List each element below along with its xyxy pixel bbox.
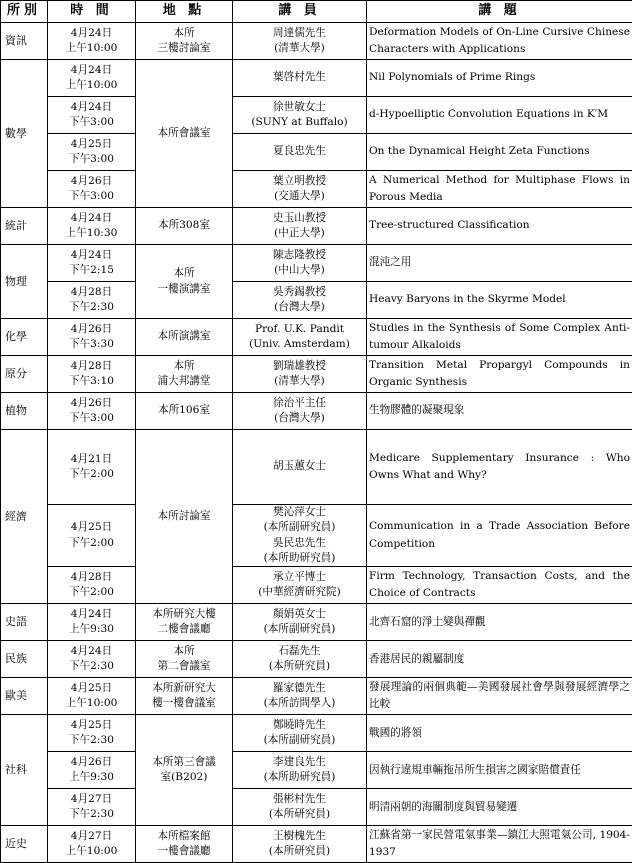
speaker-line: 葉立明教授 [273,174,326,187]
date-text: 4月27日 [70,830,113,843]
category-cell: 民族 [1,641,48,678]
place-cell [136,641,233,678]
speaker-cell [233,245,367,282]
category-cell: 資訊 [1,23,48,60]
category-cell: 社科 [1,715,48,826]
date-text: 4月21日 [70,452,113,465]
speaker-cell [233,282,367,319]
title-cell: 混沌之用 [367,245,632,282]
table-row [1,356,632,393]
date-text: 4月28日 [70,359,113,372]
time-cell [48,641,136,678]
place-line: 二樓會議廳 [157,623,211,636]
place-line: 室(B202) [160,771,208,784]
time-text: 上午10:00 [65,697,118,710]
time-cell [48,789,136,826]
speaker-cell [233,171,367,208]
title-cell: Tree-structured Classification [367,208,632,245]
speaker-line: 葉啓村先生 [273,71,326,84]
date-text: 4月24日 [70,608,113,621]
place-cell [136,715,233,826]
speaker-line: (清華大學) [274,42,325,54]
speaker-line: Prof. U.K. Pandit [254,322,345,335]
speaker-line: (本所助研究員) [263,771,336,784]
time-cell [48,826,136,863]
speaker-cell [233,505,367,567]
place-cell [136,393,233,430]
speaker-line: 劉瑞雄教授 [273,359,326,372]
date-text: 4月26日 [70,396,113,409]
time-text: 下午3:10 [69,375,114,387]
place-line: 浦大邦講堂 [157,375,211,387]
time-cell [48,245,136,282]
time-text: 上午10:00 [65,79,118,91]
category-cell: 近史 [1,826,48,863]
speaker-cell [233,678,367,715]
date-text: 4月25日 [70,682,113,695]
category-cell: 經濟 [1,430,48,604]
speaker-cell [233,789,367,826]
time-text: 下午2:30 [69,734,114,747]
table-row [1,97,632,134]
table-row [1,567,632,604]
place-cell [136,245,233,319]
time-cell [48,208,136,245]
title-cell: 明清兩朝的海關制度與貿易變遷 [367,789,632,826]
speaker-line: 陳志隆教授 [273,248,326,261]
place-line: 本所研究大樓 [152,608,216,621]
category-cell: 植物 [1,393,48,430]
header-time: 時 間 [48,1,136,23]
header-title: 講 題 [367,1,632,23]
time-cell [48,715,136,752]
table-body [1,23,632,863]
category-cell: 數學 [1,60,48,208]
speaker-cell [233,567,367,604]
time-cell [48,505,136,567]
place-cell [136,23,233,60]
place-cell [136,604,233,641]
place-line: 一樓會議廳 [157,845,211,858]
speaker-line: 羅家德先生 [273,682,326,695]
speaker-cell [233,23,367,60]
table-row [1,826,632,863]
time-text: 下午3:00 [69,190,114,202]
table-row [1,604,632,641]
time-cell [48,97,136,134]
table-row [1,171,632,208]
place-line: 本所 [173,645,195,658]
speaker-line: 史玉山教授 [273,211,326,224]
time-cell [48,171,136,208]
speaker-line: (本所副研究員) [263,734,336,747]
time-text: 下午2:00 [69,536,114,549]
place-line: 本所會議室 [157,126,211,139]
title-cell: 戰國的將領 [367,715,632,752]
speaker-line: (本所助研究員) [263,552,336,565]
speaker-line: 周達儒先生 [273,26,326,39]
place-cell [136,60,233,208]
speaker-cell [233,826,367,863]
speaker-line: (清華大學) [274,375,325,387]
category-cell: 歐美 [1,678,48,715]
place-line: 本所 [173,267,195,280]
speaker-cell [233,752,367,789]
table-row [1,319,632,356]
table-header [1,1,632,23]
table-row [1,752,632,789]
place-line: 本所106室 [157,404,210,417]
category-cell: 史語 [1,604,48,641]
time-text: 下午3:00 [69,153,114,165]
table-row [1,641,632,678]
time-cell [48,752,136,789]
speaker-line: (台灣大學) [274,301,325,313]
speaker-line: 李建良先生 [273,756,326,769]
place-cell [136,826,233,863]
speaker-line: (本所副研究員) [263,521,336,534]
speaker-line: (交通大學) [274,190,325,202]
category-cell: 統計 [1,208,48,245]
time-text: 上午10:30 [65,227,118,239]
title-cell: 北齊石窟的淨土變與禪觀 [367,604,632,641]
place-line: 第二會議室 [157,660,211,673]
date-text: 4月24日 [70,100,113,113]
speaker-cell [233,356,367,393]
time-cell [48,356,136,393]
time-text: 下午2:30 [69,301,114,313]
time-cell [48,134,136,171]
place-line: 本所討論室 [157,510,211,523]
speaker-line: 石磊先生 [278,645,321,658]
time-text: 上午9:30 [69,623,114,636]
title-cell: Deformation Models of On-Line Cursive Chinese Characters with Applications [367,23,632,60]
header-speaker: 講 員 [233,1,367,23]
speaker-cell [233,134,367,171]
date-text: 4月26日 [70,322,113,335]
time-text: 下午2:30 [69,660,114,673]
speaker-line: (台灣大學) [274,412,325,424]
time-cell [48,678,136,715]
date-text: 4月25日 [70,719,113,732]
speaker-line: 鄭曉時先生 [273,719,326,732]
date-text: 4月25日 [70,137,113,150]
date-text: 4月24日 [70,211,113,224]
table-row [1,393,632,430]
table-row [1,715,632,752]
speaker-line: 夏良忠先生 [273,145,326,158]
speaker-cell [233,715,367,752]
place-line: 本所新研究大 [152,682,216,695]
date-text: 4月24日 [70,248,113,261]
time-text: 上午10:00 [65,42,118,54]
table-row [1,282,632,319]
title-cell: Nil Polynomials of Prime Rings [367,60,632,97]
speaker-line: (Univ. Amsterdam) [249,338,350,350]
title-cell: On the Dynamical Height Zeta Functions [367,134,632,171]
place-line: 三樓討論室 [157,42,211,54]
title-cell: 因執行違規車輛拖吊所生損害之國家賠償責任 [367,752,632,789]
title-cell: Studies in the Synthesis of Some Complex Anti-tumour Alkaloids [367,319,632,356]
speaker-cell [233,641,367,678]
place-line: 本所第三會議 [152,756,216,769]
speaker-line: (本所訪問學人) [263,697,336,710]
time-text: 上午10:00 [65,845,118,858]
title-cell: Communication in a Trade Association Before Competition [367,505,632,567]
speaker-line: 徐治平主任 [273,396,326,409]
date-text: 4月28日 [70,285,113,298]
date-text: 4月26日 [70,756,113,769]
time-cell [48,430,136,505]
time-text: 下午3:00 [69,116,114,128]
time-text: 下午2:00 [69,468,114,480]
time-cell [48,604,136,641]
speaker-line: 張彬村先生 [273,793,326,806]
title-cell: A Numerical Method for Multiphase Flows in Porous Media [367,171,632,208]
speaker-line: 胡玉蕙女士 [273,460,326,473]
speaker-cell [233,430,367,505]
place-line: 本所 [173,359,195,372]
table-row [1,430,632,505]
time-cell [48,60,136,97]
header-category: 所別 [1,1,48,23]
speaker-line: (本所研究員) [268,808,331,821]
speaker-line: (中山大學) [274,264,325,276]
place-cell [136,356,233,393]
table-row [1,245,632,282]
speaker-cell [233,393,367,430]
date-text: 4月28日 [70,571,113,584]
title-cell: Medicare Supplementary Insurance : Who Owns What and Why? [367,430,632,505]
table-row [1,208,632,245]
place-cell [136,319,233,356]
table-row [1,505,632,567]
speaker-line: (本所研究員) [268,660,331,673]
place-line: 本所308室 [157,219,210,232]
time-text: 上午9:30 [69,771,114,784]
place-cell [136,208,233,245]
time-cell [48,282,136,319]
place-line: 樓一樓會議室 [152,697,216,710]
speaker-line: 吳秀錫教授 [273,285,326,298]
time-text: 下午2:30 [69,808,114,821]
time-text: 下午2:15 [69,264,114,276]
speaker-cell [233,319,367,356]
title-cell: 發展理論的兩個典範—美國發展社會學與發展經濟學之比較 [367,678,632,715]
table-row [1,789,632,826]
time-cell [48,319,136,356]
header-place: 地 點 [136,1,233,23]
time-text: 下午3:30 [69,338,114,350]
place-cell [136,430,233,604]
date-text: 4月24日 [70,63,113,76]
place-line: 本所檔案館 [157,830,211,843]
speaker-line: 承立平博士 [273,571,326,584]
time-text: 下午2:00 [69,586,114,599]
place-line: 一樓演講室 [157,282,211,295]
table-row [1,23,632,60]
category-cell: 物理 [1,245,48,319]
time-cell [48,567,136,604]
title-cell: Firm Technology, Transaction Costs, and the Choice of Contracts [367,567,632,604]
title-cell: 生物膠體的凝聚現象 [367,393,632,430]
speaker-cell [233,208,367,245]
title-cell: 香港居民的親屬制度 [367,641,632,678]
speaker-line: (本所副研究員) [263,623,336,636]
title-cell: Transition Metal Propargyl Compounds in Organic Synthesis [367,356,632,393]
speaker-line: (中正大學) [274,227,325,239]
title-cell: d-Hypoelliptic Convolution Equations in K′M [367,97,632,134]
time-text: 下午3:00 [69,412,114,424]
date-text: 4月25日 [70,521,113,534]
date-text: 4月27日 [70,793,113,806]
speaker-cell [233,97,367,134]
speaker-line: 吳民忠先生 [273,536,326,549]
table-row [1,134,632,171]
table-row [1,60,632,97]
speaker-line: 王樹槐先生 [273,830,326,843]
date-text: 4月24日 [70,26,113,39]
title-cell: 江蘇省第一家民營電氣事業—鎮江大照電氣公司, 1904-1937 [367,826,632,863]
title-cell: Heavy Baryons in the Skyrme Model [367,282,632,319]
speaker-line: 樊沁萍女士 [273,506,326,518]
speaker-cell [233,60,367,97]
speaker-line: (中華經濟研究院) [258,586,341,599]
speaker-cell [233,604,367,641]
speaker-line: (SUNY at Buffalo) [251,116,348,128]
category-cell: 化學 [1,319,48,356]
date-text: 4月26日 [70,174,113,187]
speaker-line: 徐世敏女士 [273,100,326,113]
date-text: 4月24日 [70,645,113,658]
speaker-line: 顏娟英女士 [273,608,326,621]
table-row [1,678,632,715]
time-cell [48,393,136,430]
time-cell [48,23,136,60]
place-line: 本所演講室 [157,330,211,343]
category-cell: 原分 [1,356,48,393]
header-row [1,1,632,23]
speaker-line: (本所研究員) [268,845,331,858]
place-cell [136,678,233,715]
place-line: 本所 [173,26,195,39]
